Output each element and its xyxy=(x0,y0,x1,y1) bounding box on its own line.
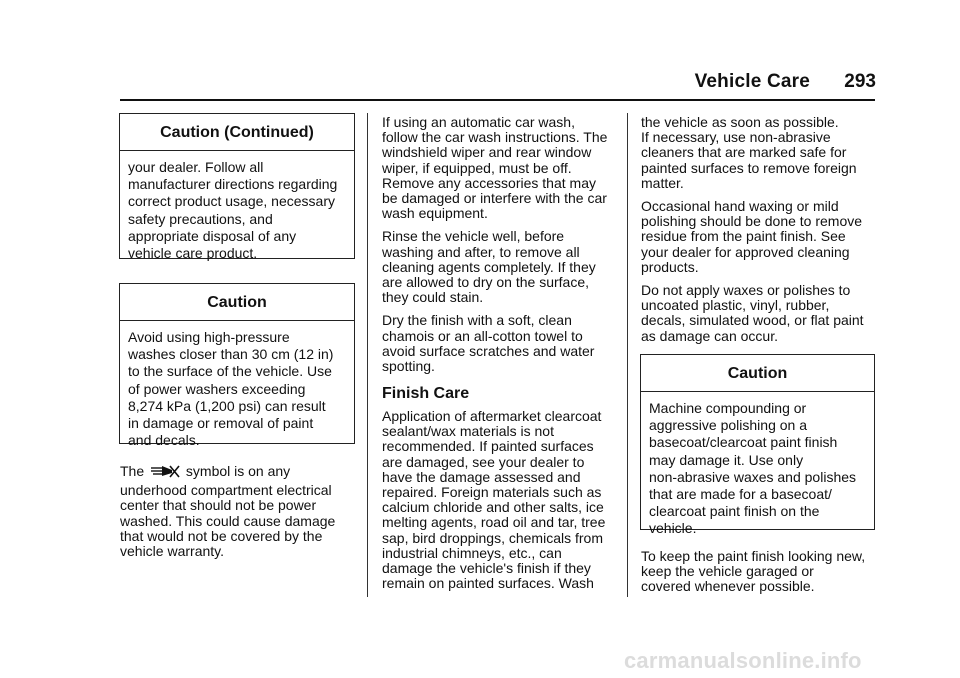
text-line: residue from the paint finish. See xyxy=(641,228,846,245)
caution-body xyxy=(120,321,354,457)
text-line: sealant/wax materials is not xyxy=(382,423,554,440)
caution-body xyxy=(641,392,874,546)
text-line: repaired. Foreign materials such as xyxy=(382,484,602,501)
text-line: recommended. If painted surfaces xyxy=(382,438,594,455)
text-line: washing and after, to remove all xyxy=(382,243,580,260)
text-fragment: The xyxy=(120,463,145,479)
text-line: your dealer. Follow all xyxy=(128,159,264,175)
text-line: polishing should be done to remove xyxy=(641,213,863,230)
paragraph xyxy=(641,199,881,275)
text-line: 8,274 kPa (1,200 psi) can result xyxy=(128,397,326,414)
text-line: of power washers exceeding xyxy=(128,380,306,397)
finish-care-text xyxy=(382,409,622,591)
text-line: that are made for a basecoat/ xyxy=(649,486,832,503)
text-line: Remove any accessories that may xyxy=(382,174,596,191)
text-line: cleaning agents completely. If they xyxy=(382,258,596,275)
caution-body xyxy=(120,151,354,270)
text-line: Application of aftermarket clearcoat xyxy=(382,408,602,424)
text-line: basecoat/clearcoat paint finish xyxy=(649,434,838,451)
caution-heading: Caution xyxy=(120,284,354,321)
text-line: cleaners that are marked safe for xyxy=(641,144,847,161)
text-line: To keep the paint finish looking new, xyxy=(641,548,866,564)
text-line: the vehicle as soon as possible. xyxy=(641,114,839,130)
text-line: manufacturer directions regarding xyxy=(128,176,338,193)
text-line: avoid surface scratches and water xyxy=(382,342,595,359)
text-line: covered whenever possible. xyxy=(641,578,815,595)
watermark: carmanualsonline.info xyxy=(624,648,862,673)
text-line: have the damage assessed and xyxy=(382,468,581,485)
text-line: remain on painted surfaces. Wash xyxy=(382,575,594,592)
paragraph xyxy=(382,313,622,374)
paragraph xyxy=(641,115,881,191)
text-line: safety precautions, and xyxy=(128,210,273,227)
paragraph xyxy=(641,283,881,344)
text-line: decals, simulated wood, or flat paint xyxy=(641,312,864,329)
text-line: products. xyxy=(641,258,699,275)
text-line: washes closer than 30 cm (12 in) xyxy=(128,346,334,363)
caution-heading: Caution (Continued) xyxy=(120,114,354,151)
text-line: sap, bird droppings, chemicals from xyxy=(382,529,603,546)
text-line: Occasional hand waxing or mild xyxy=(641,198,839,215)
caution-box-pressure-wash xyxy=(119,283,355,449)
text-line: keep the vehicle garaged or xyxy=(641,563,814,580)
text-line: damage the vehicle's finish if they xyxy=(382,560,591,577)
text-line: painted surfaces to remove foreign xyxy=(641,159,857,176)
text-line: in damage or removal of paint xyxy=(128,415,314,432)
text-line: underhood compartment electrical xyxy=(120,482,332,499)
paragraph xyxy=(382,115,622,221)
column-divider-left xyxy=(367,113,368,597)
page-header-title: Vehicle Care xyxy=(694,71,810,92)
text-line: non-abrasive waxes and polishes xyxy=(649,468,857,485)
text-line: aggressive polishing on a xyxy=(649,417,807,434)
caution-heading: Caution xyxy=(641,355,874,392)
text-line: that would not be covered by the xyxy=(120,527,323,544)
closing-paragraph xyxy=(641,549,881,595)
text-line: they could stain. xyxy=(382,289,484,306)
text-line: washed. This could cause damage xyxy=(120,512,336,529)
text-line: melting agents, road oil and tar, tree xyxy=(382,514,606,531)
caution-box-continued xyxy=(119,113,355,262)
text-line: clearcoat paint finish on the xyxy=(649,503,820,520)
caution-box-polishing xyxy=(640,354,875,537)
text-line: If necessary, use non-abrasive xyxy=(641,129,831,146)
text-line: are allowed to dry on the surface, xyxy=(382,274,590,291)
page-number: 293 xyxy=(844,71,876,92)
text-line: correct product usage, necessary xyxy=(128,193,335,210)
header-rule xyxy=(120,99,875,101)
text-fragment: symbol is on any xyxy=(185,463,291,479)
symbol-paragraph xyxy=(120,464,360,559)
text-line: Machine compounding or xyxy=(649,400,807,416)
text-line: spotting. xyxy=(382,358,435,375)
text-line: Rinse the vehicle well, before xyxy=(382,228,565,245)
text-line: appropriate disposal of any xyxy=(128,227,297,244)
text-line: calcium chloride and other salts, ice xyxy=(382,499,604,516)
column-3-text xyxy=(641,115,881,352)
text-line: wash equipment. xyxy=(382,205,488,222)
text-line: vehicle care product. xyxy=(128,245,258,262)
no-power-wash-icon xyxy=(150,464,180,481)
text-line: may damage it. Use only xyxy=(649,451,804,468)
text-line xyxy=(120,464,360,481)
column-2-text xyxy=(382,115,622,382)
text-line: Do not apply waxes or polishes to xyxy=(641,282,851,299)
text-line: to the surface of the vehicle. Use xyxy=(128,363,332,380)
text-line: Avoid using high-pressure xyxy=(128,329,290,345)
text-line: wiper, if equipped, must be off. xyxy=(382,159,572,176)
text-line: as damage can occur. xyxy=(641,327,778,344)
text-line: uncoated plastic, vinyl, rubber, xyxy=(641,297,830,314)
text-line: If using an automatic car wash, xyxy=(382,114,575,130)
text-line: are damaged, see your dealer to xyxy=(382,453,585,470)
paragraph xyxy=(382,229,622,305)
section-heading-finish-care: Finish Care xyxy=(382,385,470,402)
text-line: vehicle warranty. xyxy=(120,543,225,560)
text-line: windshield wiper and rear window xyxy=(382,144,592,161)
column-divider-right xyxy=(627,113,628,597)
text-line: center that should not be power xyxy=(120,497,317,514)
text-line: vehicle. xyxy=(649,520,697,537)
text-line: Dry the finish with a soft, clean xyxy=(382,312,572,329)
text-line: follow the car wash instructions. The xyxy=(382,129,608,146)
text-line: industrial chimneys, etc., can xyxy=(382,544,562,561)
text-line: your dealer for approved cleaning xyxy=(641,243,850,260)
text-line: be damaged or interfere with the car xyxy=(382,190,607,207)
text-line: and decals. xyxy=(128,432,200,449)
text-line: matter. xyxy=(641,174,684,191)
text-line: chamois or an all-cotton towel to xyxy=(382,327,583,344)
